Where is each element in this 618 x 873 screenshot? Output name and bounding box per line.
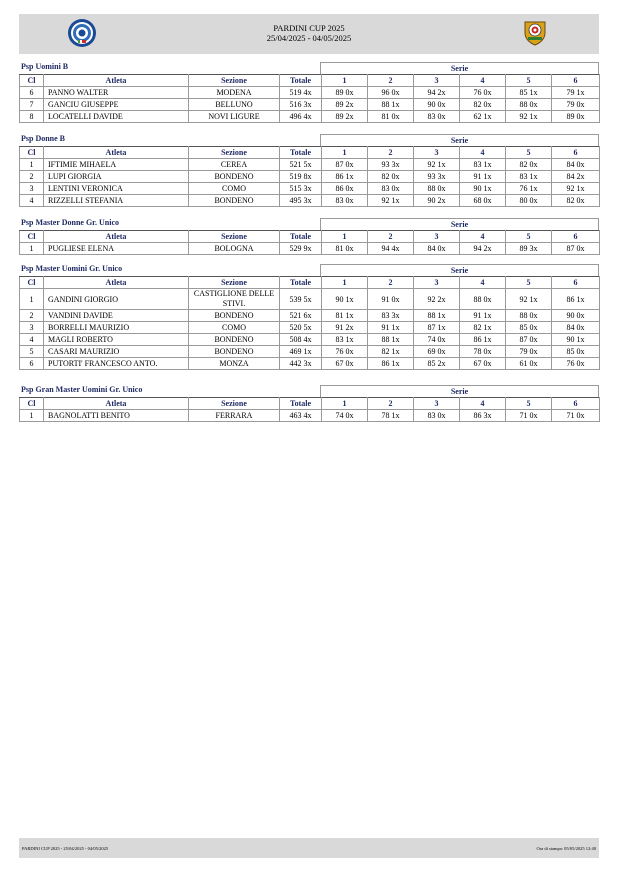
event-title: PARDINI CUP 2025 [273, 23, 345, 33]
cell-s3: 88 1x [414, 310, 460, 322]
cell-cl: 7 [20, 99, 44, 111]
cell-atleta: GANDINI GIORGIO [44, 289, 189, 310]
column-header-s2: 2 [368, 147, 414, 159]
cell-s4: 67 0x [460, 358, 506, 370]
serie-header: Serie [320, 264, 599, 276]
column-header-s4: 4 [460, 75, 506, 87]
cell-atleta: PANNO WALTER [44, 87, 189, 99]
cell-s5: 85 1x [506, 87, 552, 99]
cell-s6: 71 0x [552, 410, 600, 422]
column-header-cl: Cl [20, 75, 44, 87]
cell-sezione: BONDENO [189, 334, 280, 346]
cell-totale: 519 8x [280, 171, 322, 183]
cell-s1: 74 0x [322, 410, 368, 422]
cell-sezione: MODENA [189, 87, 280, 99]
column-header-totale: Totale [280, 75, 322, 87]
column-header-sezione: Sezione [189, 277, 280, 289]
cell-totale: 529 9x [280, 243, 322, 255]
cell-s5: 88 0x [506, 99, 552, 111]
cell-s4: 91 1x [460, 310, 506, 322]
cell-atleta: BAGNOLATTI BENITO [44, 410, 189, 422]
cell-s2: 91 1x [368, 322, 414, 334]
cell-cl: 1 [20, 243, 44, 255]
cell-atleta: PUTORTI' FRANCESCO ANTO. [44, 358, 189, 370]
cell-cl: 3 [20, 322, 44, 334]
cell-s2: 81 0x [368, 111, 414, 123]
cell-s5: 76 1x [506, 183, 552, 195]
cell-s1: 83 1x [322, 334, 368, 346]
results-table [19, 397, 600, 422]
column-header-s5: 5 [506, 147, 552, 159]
cell-sezione: COMO [189, 322, 280, 334]
cell-cl: 6 [20, 87, 44, 99]
cell-atleta: IFTIMIE MIHAELA [44, 159, 189, 171]
column-header-sezione: Sezione [189, 75, 280, 87]
column-header-s3: 3 [414, 75, 460, 87]
cell-s5: 85 0x [506, 322, 552, 334]
results-table [19, 74, 600, 123]
cell-totale: 469 1x [280, 346, 322, 358]
cell-s1: 89 0x [322, 87, 368, 99]
column-header-s2: 2 [368, 277, 414, 289]
cell-s2: 96 0x [368, 87, 414, 99]
cell-atleta: BORRELLI MAURIZIO [44, 322, 189, 334]
section-title: Psp Uomini B [21, 62, 69, 71]
cell-s5: 79 0x [506, 346, 552, 358]
cell-s6: 82 0x [552, 195, 600, 207]
cell-s2: 94 4x [368, 243, 414, 255]
cell-s4: 62 1x [460, 111, 506, 123]
column-header-s1: 1 [322, 147, 368, 159]
cell-s4: 82 0x [460, 99, 506, 111]
cell-s6: 76 0x [552, 358, 600, 370]
cell-s3: 74 0x [414, 334, 460, 346]
column-header-s4: 4 [460, 231, 506, 243]
cell-s2: 91 0x [368, 289, 414, 310]
table-row [20, 243, 600, 255]
column-header-totale: Totale [280, 398, 322, 410]
table-header-row [20, 231, 600, 243]
table-header-row [20, 147, 600, 159]
section-title: Psp Master Donne Gr. Unico [21, 218, 119, 227]
event-dates: 25/04/2025 - 04/05/2025 [266, 33, 352, 43]
cell-s3: 90 2x [414, 195, 460, 207]
cell-s1: 76 0x [322, 346, 368, 358]
cell-s1: 89 2x [322, 99, 368, 111]
cell-totale: 508 4x [280, 334, 322, 346]
column-header-cl: Cl [20, 231, 44, 243]
table-row [20, 99, 600, 111]
cell-s3: 69 0x [414, 346, 460, 358]
cell-s3: 83 0x [414, 111, 460, 123]
cell-s1: 86 0x [322, 183, 368, 195]
table-header-row [20, 398, 600, 410]
cell-s4: 76 0x [460, 87, 506, 99]
cell-s4: 88 0x [460, 289, 506, 310]
cell-s2: 82 0x [368, 171, 414, 183]
cell-cl: 4 [20, 334, 44, 346]
cell-totale: 442 3x [280, 358, 322, 370]
table-row [20, 346, 600, 358]
column-header-totale: Totale [280, 147, 322, 159]
cell-totale: 521 6x [280, 310, 322, 322]
cell-s4: 82 1x [460, 322, 506, 334]
column-header-atleta: Atleta [44, 147, 189, 159]
column-header-totale: Totale [280, 231, 322, 243]
column-header-totale: Totale [280, 277, 322, 289]
cell-s1: 81 0x [322, 243, 368, 255]
cell-s6: 90 0x [552, 310, 600, 322]
cell-s5: 87 0x [506, 334, 552, 346]
table-row [20, 410, 600, 422]
cell-cl: 2 [20, 171, 44, 183]
cell-s4: 86 3x [460, 410, 506, 422]
cell-cl: 8 [20, 111, 44, 123]
cell-sezione: BONDENO [189, 310, 280, 322]
cell-s2: 83 0x [368, 183, 414, 195]
serie-header: Serie [320, 218, 599, 230]
column-header-s5: 5 [506, 277, 552, 289]
column-header-s4: 4 [460, 147, 506, 159]
table-row [20, 358, 600, 370]
cell-s4: 68 0x [460, 195, 506, 207]
cell-s3: 94 2x [414, 87, 460, 99]
cell-sezione: FERRARA [189, 410, 280, 422]
cell-s6: 86 1x [552, 289, 600, 310]
cell-s5: 92 1x [506, 289, 552, 310]
table-row [20, 322, 600, 334]
cell-s4: 94 2x [460, 243, 506, 255]
cell-s5: 82 0x [506, 159, 552, 171]
cell-totale: 515 3x [280, 183, 322, 195]
cell-s2: 88 1x [368, 99, 414, 111]
cell-cl: 4 [20, 195, 44, 207]
cell-s6: 89 0x [552, 111, 600, 123]
cell-s6: 85 0x [552, 346, 600, 358]
cell-s4: 86 1x [460, 334, 506, 346]
column-header-atleta: Atleta [44, 75, 189, 87]
cell-s6: 87 0x [552, 243, 600, 255]
column-header-s1: 1 [322, 75, 368, 87]
cell-s1: 83 0x [322, 195, 368, 207]
cell-cl: 6 [20, 358, 44, 370]
cell-totale: 539 5x [280, 289, 322, 310]
section-title: Psp Gran Master Uomini Gr. Unico [21, 385, 143, 394]
cell-sezione: NOVI LIGURE [189, 111, 280, 123]
table-header-row [20, 75, 600, 87]
cell-s1: 87 0x [322, 159, 368, 171]
table-row [20, 183, 600, 195]
cell-sezione: BELLUNO [189, 99, 280, 111]
table-row [20, 87, 600, 99]
cell-totale: 521 5x [280, 159, 322, 171]
page-header [19, 14, 599, 54]
column-header-s6: 6 [552, 147, 600, 159]
table-row [20, 289, 600, 310]
cell-atleta: MAGLI ROBERTO [44, 334, 189, 346]
cell-s1: 89 2x [322, 111, 368, 123]
column-header-sezione: Sezione [189, 147, 280, 159]
table-header-row [20, 277, 600, 289]
column-header-s2: 2 [368, 231, 414, 243]
cell-s2: 78 1x [368, 410, 414, 422]
cell-s4: 78 0x [460, 346, 506, 358]
table-row [20, 310, 600, 322]
cell-cl: 1 [20, 410, 44, 422]
column-header-atleta: Atleta [44, 231, 189, 243]
serie-header: Serie [320, 385, 599, 397]
cell-s6: 84 0x [552, 159, 600, 171]
cell-s2: 86 1x [368, 358, 414, 370]
cell-s5: 83 1x [506, 171, 552, 183]
column-header-s3: 3 [414, 398, 460, 410]
cell-sezione: CASTIGLIONE DELLE STIVI. [189, 289, 280, 310]
cell-s6: 90 1x [552, 334, 600, 346]
cell-s1: 86 1x [322, 171, 368, 183]
cell-s6: 92 1x [552, 183, 600, 195]
column-header-s6: 6 [552, 277, 600, 289]
cell-s6: 79 1x [552, 87, 600, 99]
column-header-s2: 2 [368, 398, 414, 410]
cell-atleta: CASARI MAURIZIO [44, 346, 189, 358]
table-row [20, 171, 600, 183]
club-shield-logo-icon [521, 19, 549, 47]
cell-cl: 2 [20, 310, 44, 322]
cell-totale: 519 4x [280, 87, 322, 99]
cell-cl: 1 [20, 159, 44, 171]
cell-s5: 61 0x [506, 358, 552, 370]
cell-sezione: COMO [189, 183, 280, 195]
cell-sezione: MONZA [189, 358, 280, 370]
column-header-s1: 1 [322, 398, 368, 410]
cell-s2: 93 3x [368, 159, 414, 171]
column-header-s2: 2 [368, 75, 414, 87]
table-row [20, 111, 600, 123]
cell-s2: 82 1x [368, 346, 414, 358]
cell-s1: 67 0x [322, 358, 368, 370]
column-header-s4: 4 [460, 277, 506, 289]
cell-sezione: BOLOGNA [189, 243, 280, 255]
column-header-atleta: Atleta [44, 277, 189, 289]
cell-sezione: BONDENO [189, 346, 280, 358]
column-header-sezione: Sezione [189, 231, 280, 243]
column-header-s3: 3 [414, 231, 460, 243]
cell-s3: 92 2x [414, 289, 460, 310]
serie-header: Serie [320, 62, 599, 74]
results-table [19, 146, 600, 207]
cell-atleta: LOCATELLI DAVIDE [44, 111, 189, 123]
cell-atleta: PUGLIESE ELENA [44, 243, 189, 255]
cell-s1: 91 2x [322, 322, 368, 334]
section-title: Psp Donne B [21, 134, 66, 143]
column-header-sezione: Sezione [189, 398, 280, 410]
cell-s2: 88 1x [368, 334, 414, 346]
cell-cl: 1 [20, 289, 44, 310]
column-header-s6: 6 [552, 231, 600, 243]
cell-totale: 496 4x [280, 111, 322, 123]
column-header-s1: 1 [322, 277, 368, 289]
cell-atleta: RIZZELLI STEFANIA [44, 195, 189, 207]
column-header-s5: 5 [506, 398, 552, 410]
cell-s6: 84 2x [552, 171, 600, 183]
cell-totale: 516 3x [280, 99, 322, 111]
cell-s3: 87 1x [414, 322, 460, 334]
cell-s5: 88 0x [506, 310, 552, 322]
column-header-atleta: Atleta [44, 398, 189, 410]
cell-s2: 83 3x [368, 310, 414, 322]
cell-sezione: CEREA [189, 159, 280, 171]
column-header-s1: 1 [322, 231, 368, 243]
cell-s4: 83 1x [460, 159, 506, 171]
cell-sezione: BONDENO [189, 171, 280, 183]
footer-event-info: PARDINI CUP 2025 - 25/04/2025 - 04/05/2025 [22, 846, 109, 851]
cell-sezione: BONDENO [189, 195, 280, 207]
column-header-s6: 6 [552, 398, 600, 410]
cell-s5: 80 0x [506, 195, 552, 207]
cell-totale: 463 4x [280, 410, 322, 422]
cell-s4: 90 1x [460, 183, 506, 195]
cell-s6: 79 0x [552, 99, 600, 111]
page-footer [19, 838, 599, 858]
cell-s5: 92 1x [506, 111, 552, 123]
column-header-s3: 3 [414, 147, 460, 159]
cell-s6: 84 0x [552, 322, 600, 334]
cell-atleta: LUPI GIORGIA [44, 171, 189, 183]
column-header-cl: Cl [20, 277, 44, 289]
cell-s2: 92 1x [368, 195, 414, 207]
footer-print-time: Ora di stampa: 05/05/2025 12:40 [536, 846, 596, 851]
cell-s4: 91 1x [460, 171, 506, 183]
cell-s3: 85 2x [414, 358, 460, 370]
cell-totale: 520 5x [280, 322, 322, 334]
cell-s3: 92 1x [414, 159, 460, 171]
cell-s5: 71 0x [506, 410, 552, 422]
cell-s1: 90 1x [322, 289, 368, 310]
cell-s3: 93 3x [414, 171, 460, 183]
column-header-s6: 6 [552, 75, 600, 87]
serie-header: Serie [320, 134, 599, 146]
column-header-cl: Cl [20, 398, 44, 410]
cell-s3: 88 0x [414, 183, 460, 195]
cell-cl: 3 [20, 183, 44, 195]
cell-atleta: GANCIU GIUSEPPE [44, 99, 189, 111]
results-table [19, 276, 600, 370]
results-table [19, 230, 600, 255]
cell-s3: 90 0x [414, 99, 460, 111]
cell-s5: 89 3x [506, 243, 552, 255]
column-header-s4: 4 [460, 398, 506, 410]
column-header-cl: Cl [20, 147, 44, 159]
cell-atleta: LENTINI VERONICA [44, 183, 189, 195]
table-row [20, 195, 600, 207]
table-row [20, 334, 600, 346]
cell-s3: 84 0x [414, 243, 460, 255]
table-row [20, 159, 600, 171]
cell-cl: 5 [20, 346, 44, 358]
cell-totale: 495 3x [280, 195, 322, 207]
column-header-s5: 5 [506, 231, 552, 243]
page-title [19, 23, 599, 43]
cell-atleta: VANDINI DAVIDE [44, 310, 189, 322]
column-header-s5: 5 [506, 75, 552, 87]
column-header-s3: 3 [414, 277, 460, 289]
cell-s1: 81 1x [322, 310, 368, 322]
cell-s3: 83 0x [414, 410, 460, 422]
section-title: Psp Master Uomini Gr. Unico [21, 264, 123, 273]
